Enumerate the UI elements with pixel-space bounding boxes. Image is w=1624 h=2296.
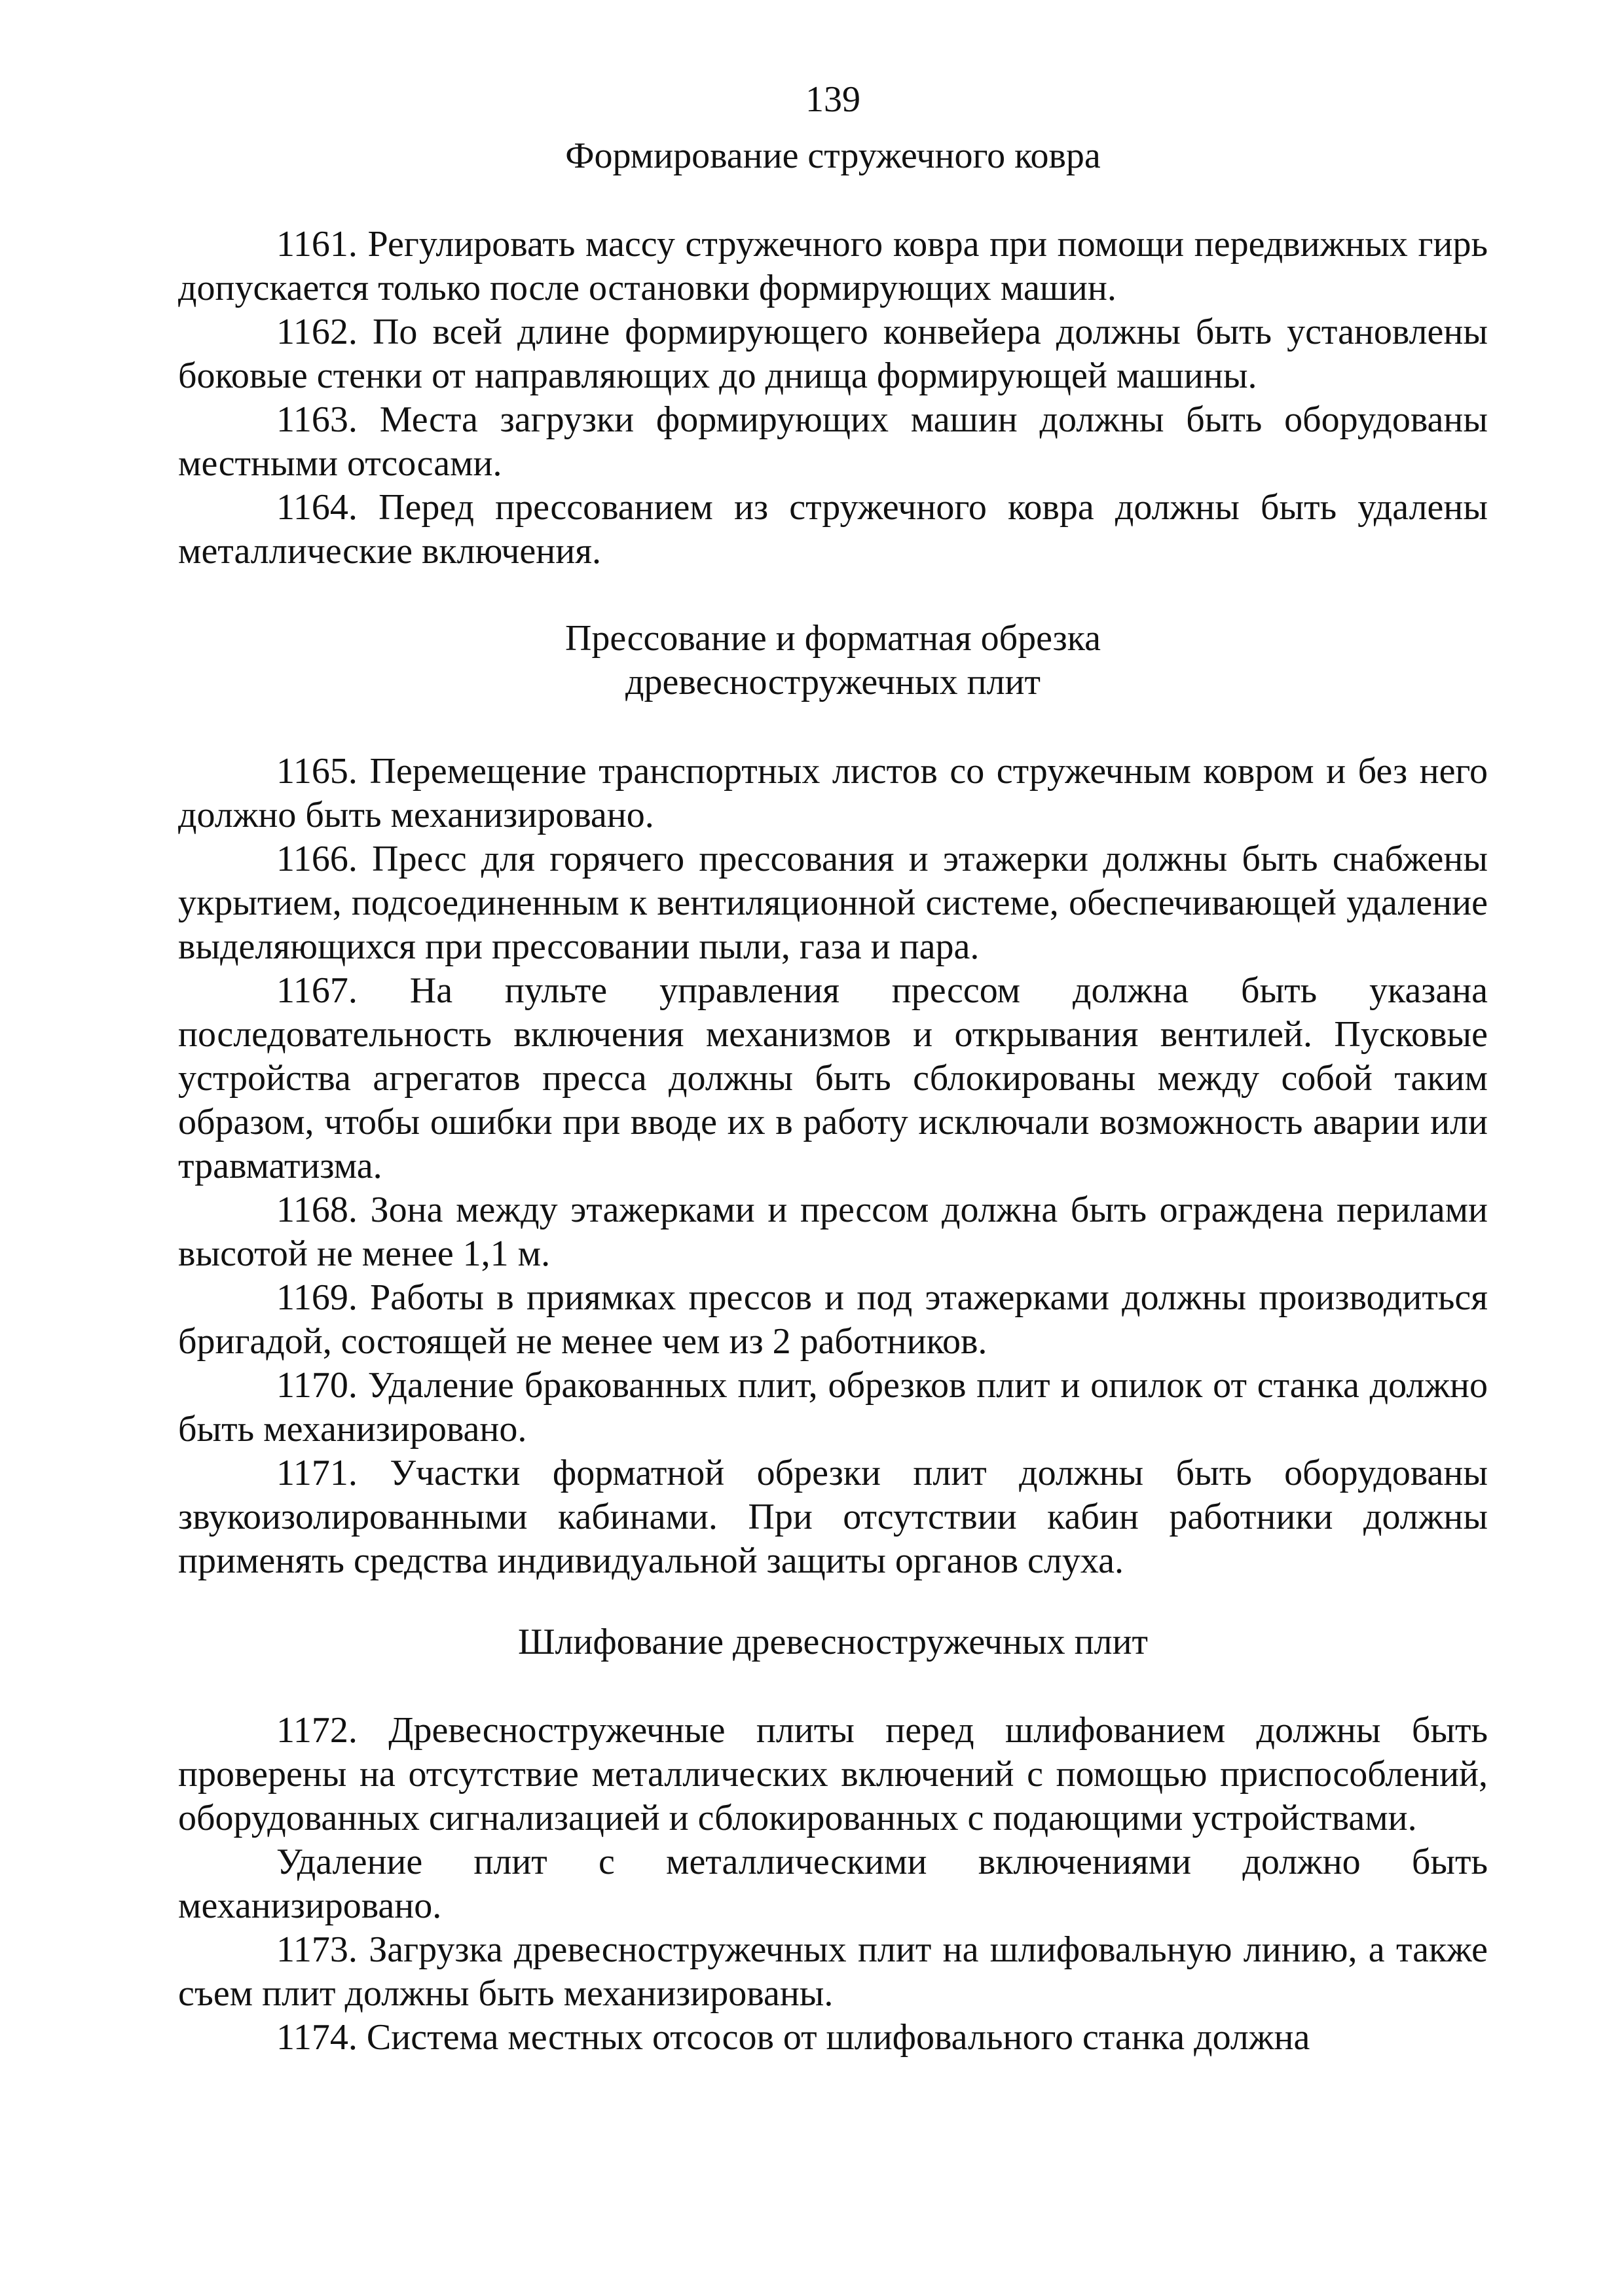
paragraph-1168: 1168. Зона между этажерками и прессом должна быть ограждена перилами высотой не менее 1,1 м. [178, 1190, 1488, 1274]
paragraph-1163: 1163. Места загрузки формирующих машин должны быть оборудованы местными отсосами. [178, 399, 1488, 484]
section-heading-line: Шлифование древесностружечных плит [517, 1622, 1149, 1662]
section-heading-pressing-and-trimming [178, 617, 1488, 704]
section-heading-line: Прессование и форматная обрезка [564, 618, 1101, 659]
page-number: 139 [805, 79, 860, 120]
paragraph-1165: 1165. Перемещение транспортных листов со стружечным ковром и без него должно быть механизировано. [178, 751, 1488, 835]
section-heading-line: Формирование стружечного ковра [565, 136, 1101, 176]
section-body-chip-mat-forming [178, 223, 1488, 574]
paragraph-1170: 1170. Удаление бракованных плит, обрезков плит и опилок от станка должно быть механизировано. [178, 1365, 1488, 1449]
paragraph-1164: 1164. Перед прессованием из стружечного ковра должны быть удалены металлические включения. [178, 487, 1488, 572]
paragraph-1174: 1174. Система местных отсосов от шлифовального станка должна [276, 2017, 1310, 2058]
section-heading-chip-mat-forming [178, 134, 1488, 178]
section-body-pressing-and-trimming [178, 750, 1488, 1583]
paragraph-1169: 1169. Работы в приямках прессов и под этажерками должны производиться бригадой, состоящей не менее чем из 2 работников. [178, 1277, 1488, 1362]
paragraph-1167: 1167. На пульте управления прессом должна быть указана последовательность включения механизмов и открывания вентилей. Пусковые устройства агрегатов пресса должны быть сблокированы между собой таким образом, чтобы ошибки при вводе их в работу исключали возможность аварии или травматизма. [178, 970, 1488, 1186]
section-body-sanding [178, 1709, 1488, 2060]
paragraph-1162: 1162. По всей длине формирующего конвейера должны быть установлены боковые стенки от направляющих до днища формирующей машины. [178, 312, 1488, 396]
paragraph-1161: 1161. Регулировать массу стружечного ковра при помощи передвижных гирь допускается только после остановки формирующих машин. [178, 224, 1488, 308]
paragraph-1172: 1172. Древесностружечные плиты перед шлифованием должны быть проверены на отсутствие металлических включений с помощью приспособлений, оборудованных сигнализацией и сблокированных с подающими устройствами. [178, 1710, 1488, 1838]
section-heading-line: древесностружечных плит [625, 662, 1041, 702]
paragraph-1166: 1166. Пресс для горячего прессования и этажерки должны быть снабжены укрытием, подсоединенным к вентиляционной системе, обеспечивающей удаление выделяющихся при прессовании пыли, газа и пара. [178, 839, 1488, 967]
paragraph-1173: 1173. Загрузка древесностружечных плит на шлифовальную линию, а также съем плит должны быть механизированы. [178, 1929, 1488, 2014]
section-heading-sanding [178, 1620, 1488, 1664]
document-page [178, 0, 1488, 2296]
paragraph-1171: 1171. Участки форматной обрезки плит должны быть оборудованы звукоизолированными кабинами. При отсутствии кабин работники должны применять средства индивидуальной защиты органов слуха. [178, 1453, 1488, 1581]
paragraph-1172-continued: Удаление плит с металлическими включениями должно быть механизировано. [178, 1842, 1488, 1926]
